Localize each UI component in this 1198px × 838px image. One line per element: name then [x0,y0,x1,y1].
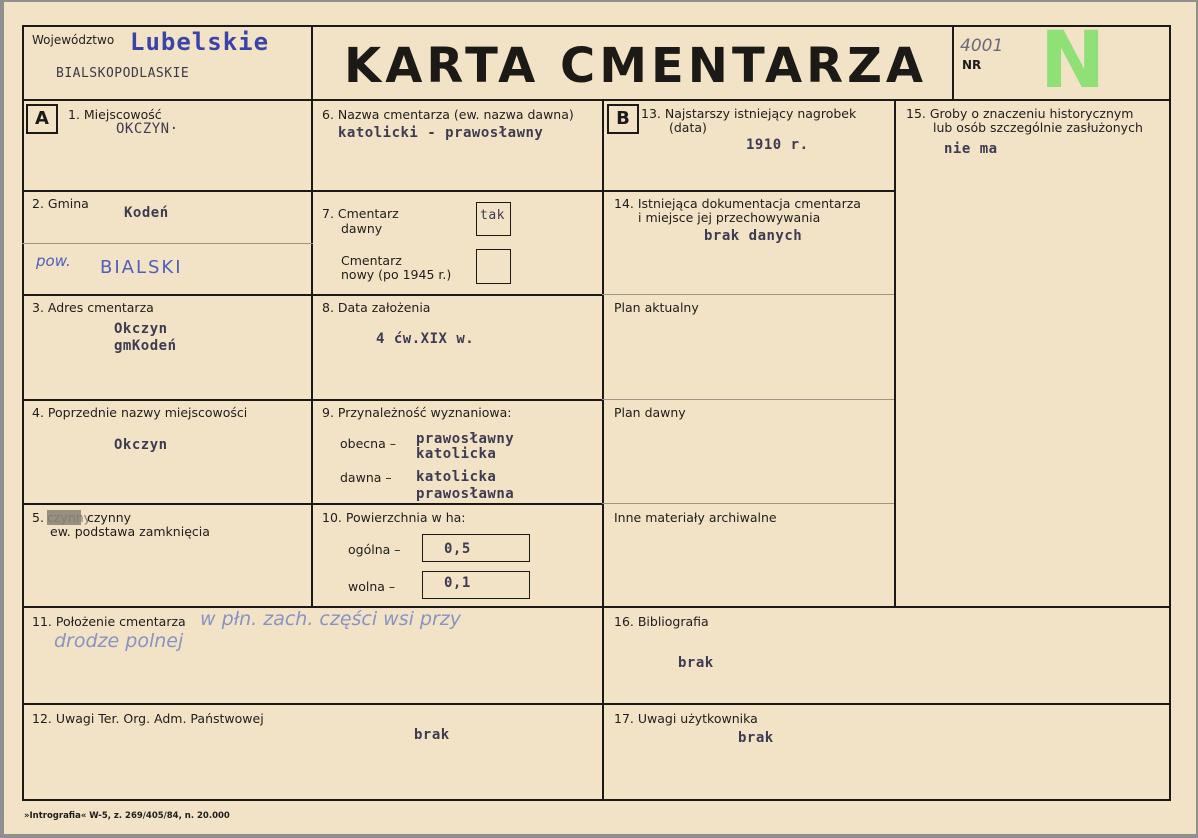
f5-label-line2: ew. podstawa zamknięcia [50,524,210,539]
printer-footer: »Intrografia« W-5, z. 269/405/84, n. 20.000 [24,811,230,821]
region-value: BIALSKOPODLASKIE [56,66,190,81]
f14-value: brak danych [704,228,803,244]
rule-c1-r3 [22,399,602,401]
f8-value: 4 ćw.XIX w. [376,331,475,347]
f11-label: 11. Położenie cmentarza [32,614,186,629]
f5-number: 5. [32,510,44,525]
f3-value-line1: Okczyn [114,321,168,337]
f2-value: Kodeń [124,205,169,221]
rule-top [22,25,1171,27]
wojewodztwo-label: Województwo [32,33,115,47]
f1-label: 1. Miejscowość [68,107,162,122]
rule-c1-r2 [22,294,602,296]
highlighter-letter-mark: N [1040,16,1106,106]
f16-label: 16. Bibliografia [614,614,709,629]
section-b-box: B [607,104,639,134]
f5-struck-word: czynny [47,510,92,525]
f2-pow-handwritten: pow. [36,252,71,270]
f9-obecna-label: obecna – [340,436,396,451]
f15-label-line1: 15. Groby o znaczeniu historycznym [906,106,1134,121]
f10-ogolna-value: 0,5 [444,541,471,557]
f17-label: 17. Uwagi użytkownika [614,711,758,726]
rule-nr [952,25,954,101]
f14-label-line1: 14. Istniejąca dokumentacja cmentarza [614,196,861,211]
f17-value: brak [738,730,774,746]
f13-value: 1910 r. [746,137,809,153]
f7-label-line2: dawny [341,221,383,236]
f12-label: 12. Uwagi Ter. Org. Adm. Państwowej [32,711,264,726]
f11-handwritten-line1: w płn. zach. części wsi przy [200,608,462,630]
rule-c2-r1 [602,190,894,192]
section-a-box: A [26,104,58,134]
f9-dawna-label: dawna – [340,470,392,485]
rule-col2 [602,99,604,801]
f13-label-line2: (data) [669,120,707,135]
nr-label: NR [962,58,982,72]
f3-value-line2: gmKodeń [114,338,177,354]
card-title: KARTA CMENTARZA [344,38,928,94]
f9-obecna-value2: katolicka [416,446,497,462]
f10-wolna-label: wolna – [348,579,396,594]
f10-ogolna-label: ogólna – [348,542,401,557]
rule-mid [22,606,1171,608]
rule-col1 [311,25,313,608]
f2-county-handwritten: BIALSKI [100,257,183,278]
plan-aktualny-label: Plan aktualny [614,300,699,315]
inne-materialy-label: Inne materiały archiwalne [614,510,777,525]
f12-value: brak [414,727,450,743]
f7-new-line1: Cmentarz [341,253,402,268]
rule-left [22,25,24,801]
cemetery-card [4,2,1196,834]
f4-value: Okczyn [114,437,168,453]
rule-c3-r2 [602,294,894,295]
f7-new-line2: nowy (po 1945 r.) [341,267,452,282]
rule-header-bottom [22,99,1171,101]
wojewodztwo-stamp: Lubelskie [130,28,270,56]
rule-col3 [894,99,896,608]
f5-label-line1: czynny [87,510,132,525]
f15-label-line2: lub osób szczególnie zasłużonych [933,120,1143,135]
f9-dawna-value2: prawosławna [416,486,515,502]
f7-label-line1: 7. Cmentarz [322,206,399,221]
rule-bottom [22,799,1171,801]
f6-value: katolicki - prawosławny [338,125,544,141]
f9-dawna-value1: katolicka [416,469,497,485]
f16-value: brak [678,655,714,671]
rule-c1-pow [22,243,313,244]
f10-wolna-value: 0,1 [444,575,471,591]
f3-label: 3. Adres cmentarza [32,300,154,315]
f4-label: 4. Poprzednie nazwy miejscowości [32,405,248,420]
rule-right [1169,25,1171,801]
f10-ogolna-box[interactable] [422,534,530,562]
nr-handwritten: 4001 [960,36,1004,56]
f13-label-line1: 13. Najstarszy istniejący nagrobek [641,106,857,121]
f14-label-line2: i miejsce jej przechowywania [638,210,821,225]
f8-label: 8. Data założenia [322,300,431,315]
f10-label: 10. Powierzchnia w ha: [322,510,466,525]
f2-label: 2. Gmina [32,196,89,211]
rule-c1-r4 [22,503,602,505]
f15-value: nie ma [944,141,998,157]
f1-value: OKCZYN· [116,121,179,137]
f6-label: 6. Nazwa cmentarza (ew. nazwa dawna) [322,107,574,122]
f9-obecna-value1: prawosławny [416,431,515,447]
rule-c3-r4 [602,503,894,504]
f7-old-value: tak [480,208,505,223]
rule-row-12 [22,703,1171,705]
rule-c3-r3 [602,399,894,400]
f10-wolna-box[interactable] [422,571,530,599]
f9-label: 9. Przynależność wyznaniowa: [322,405,512,420]
plan-dawny-label: Plan dawny [614,405,686,420]
f11-handwritten-line2: drodze polnej [54,630,184,652]
f7-new-checkbox[interactable] [476,249,511,284]
